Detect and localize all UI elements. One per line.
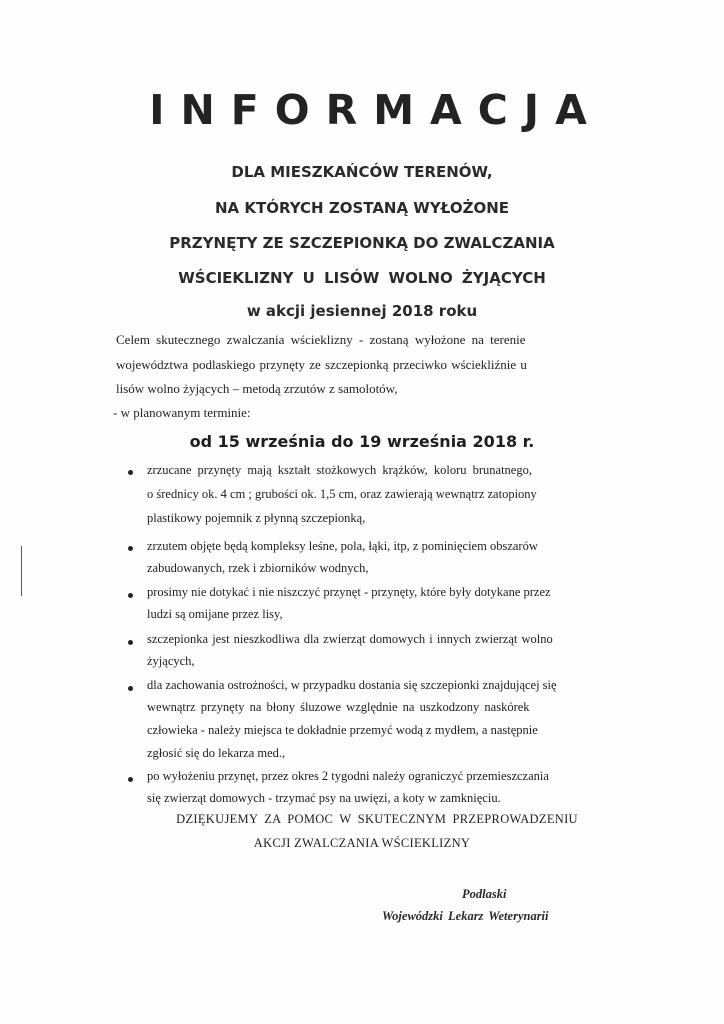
bullet-text: zrzucane przynęty mają kształt stożkowych krążków, koloru brunatnego, xyxy=(147,463,532,477)
bullet-text: zabudowanych, rzek i zbiorników wodnych, xyxy=(147,561,369,575)
campaign-dates: od 15 września do 19 września 2018 r. xyxy=(189,432,535,451)
bullet-marker xyxy=(128,640,133,645)
bullet-marker xyxy=(128,777,133,782)
bullet-marker xyxy=(128,686,133,691)
subtitle-line: DLA MIESZKAŃCÓW TERENÓW, xyxy=(231,163,493,181)
bullet-text: szczepionka jest nieszkodliwa dla zwierząt domowych i innych zwierząt wolno xyxy=(147,632,553,646)
campaign-season: w akcji jesiennej 2018 roku xyxy=(246,302,478,320)
intro-text: lisów wolno żyjących – metodą zrzutów z samolotów, xyxy=(116,381,398,396)
scan-edge-mark xyxy=(21,546,22,596)
page-title: INFORMACJA xyxy=(149,86,603,134)
bullet-text: zgłosić się do lekarza med., xyxy=(147,746,286,760)
bullet-text: o średnicy ok. 4 cm ; grubości ok. 1,5 cm, oraz zawierają wewnątrz zatopiony xyxy=(147,487,537,501)
thanks-line: DZIĘKUJEMY ZA POMOC W SKUTECZNYM PRZEPROWADZENIU xyxy=(176,812,578,826)
thanks-line: AKCJI ZWALCZANIA WŚCIEKLIZNY xyxy=(253,836,471,850)
bullet-text: prosimy nie dotykać i nie niszczyć przynęt - przynęty, które były dotykane przez xyxy=(147,585,551,599)
signature-line: Podlaski xyxy=(462,887,507,901)
signature-line: Wojewódzki Lekarz Weterynarii xyxy=(382,909,549,923)
bullet-marker xyxy=(128,593,133,598)
bullet-marker xyxy=(128,546,133,551)
bullet-text: się zwierząt domowych - trzymać psy na uwięzi, a koty w zamknięciu. xyxy=(147,791,501,805)
bullet-text: po wyłożeniu przynęt, przez okres 2 tygodni należy ograniczyć przemieszczania xyxy=(147,769,549,783)
bullet-text: żyjących, xyxy=(147,654,195,668)
bullet-text: zrzutem objęte będą kompleksy leśne, pola, łąki, itp, z pominięciem obszarów xyxy=(147,539,538,553)
intro-text: - w planowanym terminie: xyxy=(113,405,251,420)
bullet-text: wewnątrz przynęty na błony śluzowe względnie na uszkodzony naskórek xyxy=(147,700,530,714)
bullet-marker xyxy=(128,470,133,475)
subtitle-line: PRZYNĘTY ZE SZCZEPIONKĄ DO ZWALCZANIA xyxy=(169,234,555,252)
bullet-text: człowieka - należy miejsca te dokładnie przemyć wodą z mydłem, a następnie xyxy=(147,723,538,737)
intro-text: województwa podlaskiego przynęty ze szczepionką przeciwko wściekliźnie u xyxy=(116,357,527,372)
bullet-text: ludzi są omijane przez lisy, xyxy=(147,607,283,621)
bullet-text: plastikowy pojemnik z płynną szczepionką, xyxy=(147,511,366,525)
intro-text: Celem skutecznego zwalczania wścieklizny - zostaną wyłożone na terenie xyxy=(116,332,526,347)
bullet-text: dla zachowania ostrożności, w przypadku dostania się szczepionki znajdującej się xyxy=(147,678,557,692)
subtitle-line: NA KTÓRYCH ZOSTANĄ WYŁOŻONE xyxy=(214,199,509,217)
subtitle-line: WŚCIEKLIZNY U LISÓW WOLNO ŻYJĄCYCH xyxy=(178,269,546,287)
